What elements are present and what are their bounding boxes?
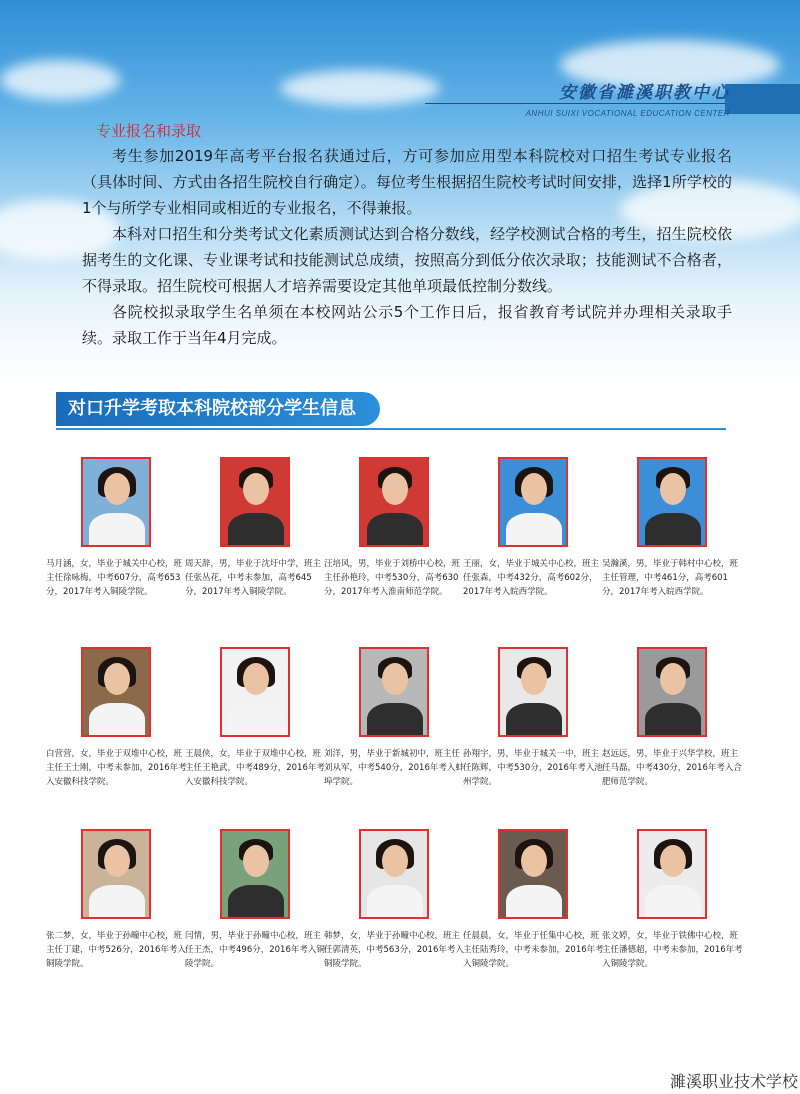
footer-school-name: 濉溪职业技术学校 <box>669 1072 798 1091</box>
student-photo-body <box>228 885 284 919</box>
student-card <box>36 457 196 599</box>
student-description: 王晨侠，女，毕业于双堆中心校，班主任王艳武，中考489分，2016年考入安徽科技学院。 <box>185 749 325 787</box>
student-photo <box>637 647 707 737</box>
student-photo-body <box>367 513 423 547</box>
student-photo-face <box>660 473 686 505</box>
student-description: 赵远远，男，毕业于兴华学校，班主任马磊，中考430分，2016年考入合肥师范学院。 <box>602 749 742 787</box>
student-description: 吴瀚溪，男，毕业于韩村中心校，班主任管理，中考461分，高考601分，2017年考入皖西学院。 <box>602 559 739 597</box>
student-photo-face <box>104 473 130 505</box>
student-photo <box>220 647 290 737</box>
student-description: 张文婷，女，毕业于铁佛中心校，班主任潘德超，中考未参加，2016年考入铜陵学院。 <box>602 931 743 969</box>
student-photo <box>637 829 707 919</box>
student-photo-face <box>243 473 269 505</box>
student-description: 马月涵，女，毕业于城关中心校，班主任徐咏梅，中考607分，高考653分，2017年考入铜陵学院。 <box>46 559 183 597</box>
student-photo <box>498 829 568 919</box>
student-description: 孙翔宇，男，毕业于城关一中，班主任陈辉，中考530分，2016年考入池州学院。 <box>463 749 603 787</box>
student-card <box>314 829 474 971</box>
student-description: 白营营，女，毕业于双堆中心校，班主任王士刚，中考未参加，2016年考入安徽科技学院。 <box>46 749 187 787</box>
student-photo <box>81 647 151 737</box>
brand-subtitle: ANHUI SUIXI VOCATIONAL EDUCATION CENTER <box>525 109 730 118</box>
student-card <box>36 647 196 789</box>
student-description: 张二梦，女，毕业于孙疃中心校，班主任丁建，中考526分，2016年考入铜陵学院。 <box>46 931 186 969</box>
student-photo <box>81 829 151 919</box>
paragraph: 各院校拟录取学生名单须在本校网站公示5个工作日后，报省教育考试院并办理相关录取手续。录取工作于当年4月完成。 <box>82 303 732 347</box>
student-photo-face <box>104 663 130 695</box>
student-description: 刘洋，男，毕业于新城初中，班主任刘从军，中考540分，2016年考入蚌埠学院。 <box>324 749 464 787</box>
student-photo-body <box>367 703 423 737</box>
cloud-decoration <box>0 60 120 100</box>
student-photo <box>220 829 290 919</box>
student-card <box>592 457 752 599</box>
student-photo <box>637 457 707 547</box>
enrollment-section <box>82 120 732 351</box>
student-photo <box>498 647 568 737</box>
student-description: 韩梦，女，毕业于孙疃中心校，班主任郭清英，中考563分，2016年考入铜陵学院。 <box>324 931 464 969</box>
student-card <box>453 647 613 789</box>
student-card <box>314 457 474 599</box>
student-card <box>314 647 474 789</box>
student-photo-face <box>660 845 686 877</box>
student-photo-body <box>645 703 701 737</box>
student-photo <box>498 457 568 547</box>
brand-title: 安徽省濉溪职教中心 <box>559 83 730 103</box>
student-description: 任晨晨，女，毕业于任集中心校，班主任陆秀玲，中考未参加，2016年考入铜陵学院。 <box>463 931 604 969</box>
student-photo-face <box>521 473 547 505</box>
student-photo-body <box>645 885 701 919</box>
student-photo-face <box>660 663 686 695</box>
student-photo-body <box>228 703 284 737</box>
students-banner: 对口升学考取本科院校部分学生信息 <box>56 392 380 426</box>
student-photo <box>359 457 429 547</box>
student-photo-body <box>89 885 145 919</box>
cloud-decoration <box>280 70 440 106</box>
student-photo-body <box>506 885 562 919</box>
student-photo <box>359 647 429 737</box>
student-photo <box>359 829 429 919</box>
brand-accent-bar <box>725 84 800 114</box>
student-photo-face <box>382 845 408 877</box>
section-heading: 专业报名和录取 <box>96 122 202 140</box>
student-photo-face <box>243 845 269 877</box>
student-photo-face <box>521 845 547 877</box>
student-card <box>175 647 335 789</box>
paragraph: 本科对口招生和分类考试文化素质测试达到合格分数线，经学校测试合格的考生，招生院校依据考生的文化课、专业课考试和技能测试总成绩，按照高分到低分依次录取；技能测试不合格者，不得录取。招生院校可根据人才培养需要设定其他单项最低控制分数线。 <box>82 225 732 295</box>
student-card <box>592 647 752 789</box>
banner-underline <box>56 428 726 430</box>
student-photo-body <box>506 513 562 547</box>
student-photo-body <box>89 513 145 547</box>
student-description: 闫情，男，毕业于孙疃中心校，班主任王杰，中考496分，2016年考入铜陵学院。 <box>185 931 325 969</box>
student-photo-face <box>382 663 408 695</box>
student-photo <box>220 457 290 547</box>
student-photo-face <box>521 663 547 695</box>
student-description: 王丽，女，毕业于城关中心校，班主任张森，中考432分，高考602分，2017年考入皖西学院。 <box>463 559 600 597</box>
student-description: 汪培风，男，毕业于刘桥中心校，班主任孙艳玲，中考530分，高考630分，2017年考入淮南师范学院。 <box>324 559 461 597</box>
student-photo-body <box>228 513 284 547</box>
brand-logo <box>526 78 730 118</box>
paragraph: 考生参加2019年高考平台报名获通过后，方可参加应用型本科院校对口招生考试专业报名（具体时间、方式由各招生院校自行确定）。每位考生根据招生院校考试时间安排，选择1所学校的1个与所学专业相同或相近的专业报名，不得兼报。 <box>82 147 732 217</box>
student-card <box>36 829 196 971</box>
student-photo-body <box>367 885 423 919</box>
student-card <box>453 829 613 971</box>
student-photo-body <box>89 703 145 737</box>
student-photo-face <box>243 663 269 695</box>
student-card <box>592 829 752 971</box>
student-card <box>175 829 335 971</box>
student-photo-face <box>104 845 130 877</box>
student-card <box>453 457 613 599</box>
student-photo-body <box>645 513 701 547</box>
student-photo-face <box>382 473 408 505</box>
student-card <box>175 457 335 599</box>
student-photo <box>81 457 151 547</box>
student-photo-body <box>506 703 562 737</box>
student-description: 周天辞，男，毕业于沈圩中学，班主任张丛花，中考未参加，高考645分，2017年考入铜陵学院。 <box>185 559 322 597</box>
